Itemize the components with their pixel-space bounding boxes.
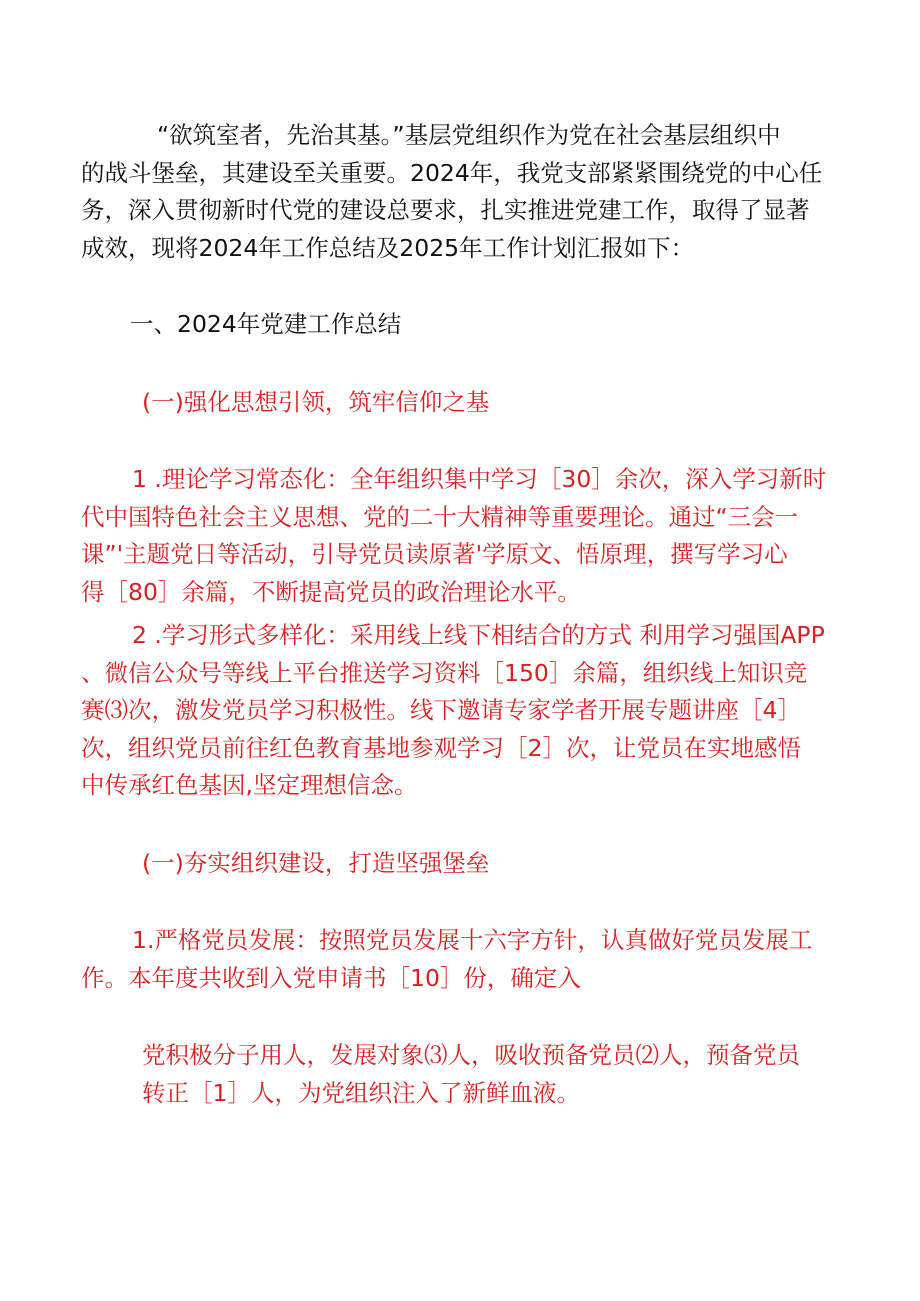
intro-paragraph — [81, 117, 822, 267]
subsection-heading-text: (一)强化思想引领，筑牢信仰之基 — [142, 388, 490, 416]
item-line: 转正［1］人，为党组织注入了新鲜血液。 — [142, 1078, 580, 1107]
intro-line: 成效，现将2024年工作总结及2025年工作计划汇报如下： — [81, 233, 695, 262]
item-line: 2 .学习形式多样化：采用线上线下相结合的方式 利用学习强国APP — [132, 621, 825, 649]
item-line: 赛⑶次，激发党员学习积极性。线下邀请专家学者开展专题讲座［4］ — [81, 696, 801, 724]
item-line: 中传承红色基因,坚定理想信念。 — [81, 771, 418, 799]
intro-line: 的战斗堡垒，其建设至关重要。2024年，我党支部紧紧围绕党的中心任 — [81, 158, 823, 187]
item-line: 1.严格党员发展：按照党员发展十六字方针，认真做好党员发展工 — [132, 926, 813, 954]
item-study-forms — [81, 617, 825, 805]
item-line: 1 .理论学习常态化：全年组织集中学习［30］余次，深入学习新时 — [132, 465, 827, 493]
item-member-development — [81, 922, 812, 997]
intro-line: 务，深入贯彻新时代党的建设总要求，扎实推进党建工作，取得了显著 — [81, 196, 810, 224]
item-line: 作。本年度共收到入党申请书［10］份，确定入 — [81, 963, 581, 992]
item-line: 课”'主题党日等活动，引导党员读原著'学原文、悟原理，撰写学习心 — [81, 540, 788, 568]
section-heading — [130, 306, 401, 344]
item-member-development-continued — [142, 1037, 800, 1112]
item-line: 、微信公众号等线上平台推送学习资料［150］余篇，组织线上知识竞 — [81, 658, 808, 687]
item-line: 党积极分子用人，发展对象⑶人，吸收预备党员⑵人，预备党员 — [142, 1041, 800, 1069]
subsection-heading-text: (一)夯实组织建设，打造坚强堡垒 — [142, 849, 490, 877]
intro-line: “欲筑室者，先治其基。”基层党组织作为党在社会基层组织中 — [157, 121, 781, 149]
subsection-heading-1 — [142, 384, 489, 422]
item-line: 代中国特色社会主义思想、党的二十大精神等重要理论。通过“三会一 — [81, 502, 799, 531]
section-heading-text: 一、2024年党建工作总结 — [130, 310, 402, 338]
item-theory-study — [81, 461, 826, 611]
item-line: 得［80］余篇，不断提高党员的政治理论水平。 — [81, 577, 581, 606]
item-line: 次，组织党员前往红色教育基地参观学习［2］次，让党员在实地感悟 — [81, 733, 801, 762]
subsection-heading-2 — [142, 845, 489, 883]
